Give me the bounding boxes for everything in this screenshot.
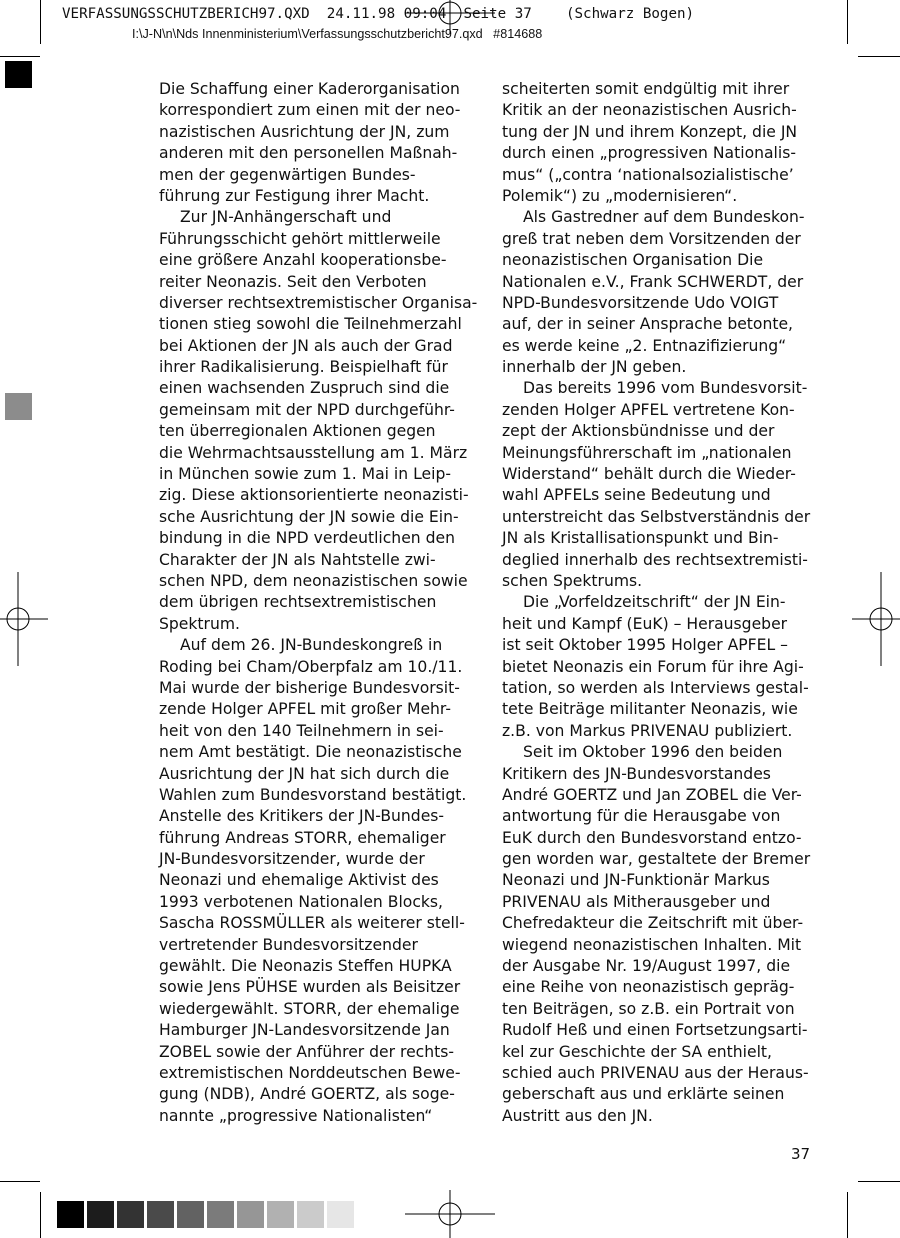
text-line: auf, der in seiner Ansprache betonte,: [502, 315, 794, 334]
gray-swatch: [237, 1201, 264, 1228]
gray-swatch: [147, 1201, 174, 1228]
text-line: eine größere Anzahl kooperationsbe-: [159, 251, 447, 270]
text-line: zig. Diese aktionsorientierte neonazisti-: [159, 486, 469, 505]
text-line: schen NPD, dem neonazistischen sowie: [159, 571, 468, 590]
text-line: nannte „progressive Nationalisten“: [159, 1106, 433, 1125]
text-line: diverser rechtsextremistischer Organisa-: [159, 293, 478, 312]
page-number: 37: [791, 1145, 811, 1163]
text-line: nem Amt bestätigt. Die neonazistische: [159, 743, 462, 762]
text-line: nazistischen Ausrichtung der JN, zum: [159, 122, 450, 141]
text-line: wahl APFELs seine Bedeutung und: [502, 486, 771, 505]
text-line: Neonazi und JN-Funktionär Markus: [502, 871, 770, 890]
text-line: gemeinsam mit der NPD durchgeführ-: [159, 400, 455, 419]
text-line: Spektrum.: [159, 614, 240, 633]
text-line: zenden Holger APFEL vertretene Kon-: [502, 400, 795, 419]
black-marker-square: [5, 61, 32, 88]
text-line: tation, so werden als Interviews gestal-: [502, 678, 809, 697]
text-line: extremistischen Norddeutschen Bewe-: [159, 1063, 461, 1082]
text-line: Hamburger JN-Landesvorsitzende Jan: [159, 1021, 450, 1040]
text-line: Neonazi und ehemalige Aktivist des: [159, 871, 439, 890]
text-line: Ausrichtung der JN hat sich durch die: [159, 764, 450, 783]
gray-swatch: [267, 1201, 294, 1228]
text-line: Kritikern des JN-Bundesvorstandes: [502, 764, 771, 783]
text-line: geberschaft aus und erklärte seinen: [502, 1085, 785, 1104]
text-line: zende Holger APFEL mit großer Mehr-: [159, 700, 451, 719]
text-line: JN als Kristallisationspunkt und Bin-: [502, 529, 779, 548]
text-line: zept der Aktionsbündnisse und der: [502, 422, 775, 441]
text-line: Polemik“) zu „modernisieren“.: [502, 186, 738, 205]
registration-mark-bottom-icon: [405, 1190, 495, 1238]
text-line: eine Reihe von neonazistisch gepräg-: [502, 978, 795, 997]
text-line: greß trat neben dem Vorsitzenden der: [502, 229, 801, 248]
text-line: Seit im Oktober 1996 den beiden: [523, 743, 783, 762]
text-line: unterstreicht das Selbstverständnis der: [502, 507, 811, 526]
text-line: tionen stieg sowohl die Teilnehmerzahl: [159, 315, 462, 334]
file-path-line: I:\J-N\n\Nds Innenministerium\Verfassungsschutzbericht97.qxd #814688: [132, 27, 543, 41]
text-line: JN-Bundesvorsitzender, wurde der: [159, 850, 425, 869]
text-line: führung Andreas STORR, ehemaliger: [159, 828, 446, 847]
text-line: neonazistischen Organisation Die: [502, 251, 764, 270]
text-line: tung der JN und ihrem Konzept, die JN: [502, 122, 798, 141]
text-line: Das bereits 1996 vom Bundesvorsit-: [523, 379, 808, 398]
text-line: gen worden war, gestaltete der Bremer: [502, 850, 811, 869]
gray-marker-square: [5, 393, 32, 420]
text-line: ten überregionalen Aktionen gegen: [159, 422, 436, 441]
text-line: schen Spektrums.: [502, 571, 643, 590]
text-line: André GOERTZ und Jan ZOBEL die Ver-: [502, 785, 802, 804]
text-line: Roding bei Cham/Oberpfalz am 10./11.: [159, 657, 463, 676]
text-line: gewählt. Die Neonazis Steffen HUPKA: [159, 957, 452, 976]
registration-mark-top-icon: [405, 0, 495, 34]
text-line: tete Beiträge militanter Neonazis, wie: [502, 700, 798, 719]
text-line: bei Aktionen der JN als auch der Grad: [159, 336, 453, 355]
text-line: Kritik an der neonazistischen Ausrich-: [502, 101, 797, 120]
text-line: Die „Vorfeldzeitschrift“ der JN Ein-: [523, 593, 786, 612]
text-line: korrespondiert zum einen mit der neo-: [159, 101, 461, 120]
gray-swatch: [297, 1201, 324, 1228]
text-line: antwortung für die Herausgabe von: [502, 807, 781, 826]
text-line: Meinungsführerschaft im „nationalen: [502, 443, 792, 462]
gray-swatch: [117, 1201, 144, 1228]
text-line: gung (NDB), André GOERTZ, als soge-: [159, 1085, 455, 1104]
text-line: ihrer Radikalisierung. Beispielhaft für: [159, 358, 448, 377]
text-line: bietet Neonazis ein Forum für ihre Agi-: [502, 657, 804, 676]
text-line: ist seit Oktober 1995 Holger APFEL –: [502, 636, 788, 655]
gray-swatch: [327, 1201, 354, 1228]
text-line: Anstelle des Kritikers der JN-Bundes-: [159, 807, 445, 826]
text-line: dem übrigen rechtsextremistischen: [159, 593, 437, 612]
gray-swatch: [57, 1201, 84, 1228]
text-line: ZOBEL sowie der Anführer der rechts-: [159, 1042, 454, 1061]
text-line: kel zur Geschichte der SA enthielt,: [502, 1042, 772, 1061]
text-line: Als Gastredner auf dem Bundeskon-: [523, 208, 805, 227]
text-line: men der gegenwärtigen Bundes-: [159, 165, 416, 184]
text-line: innerhalb der JN geben.: [502, 358, 687, 377]
text-line: der Ausgabe Nr. 19/August 1997, die: [502, 957, 791, 976]
text-line: Rudolf Heß und einen Fortsetzungsarti-: [502, 1021, 808, 1040]
text-line: z.B. von Markus PRIVENAU publiziert.: [502, 721, 793, 740]
print-slug-line: VERFASSUNGSSCHUTZBERICH97.QXD 24.11.98 09:04 Seite 37 (Schwarz Bogen): [62, 6, 695, 22]
text-line: ten Beiträgen, so z.B. ein Portrait von: [502, 999, 795, 1018]
text-line: in München sowie zum 1. Mai in Leip-: [159, 465, 451, 484]
text-line: mus“ („contra ‘nationalsozialistische’: [502, 165, 794, 184]
text-line: heit von den 140 Teilnehmern in sei-: [159, 721, 444, 740]
text-line: NPD-Bundesvorsitzende Udo VOIGT: [502, 293, 779, 312]
text-line: anderen mit den personellen Maßnah-: [159, 144, 458, 163]
text-line: wiedergewählt. STORR, der ehemalige: [159, 999, 460, 1018]
gray-swatch: [87, 1201, 114, 1228]
text-line: Wahlen zum Bundesvorstand bestätigt.: [159, 785, 467, 804]
text-line: Charakter der JN als Nahtstelle zwi-: [159, 550, 436, 569]
text-line: Die Schaffung einer Kaderorganisation: [159, 80, 460, 98]
text-line: sowie Jens PÜHSE wurden als Beisitzer: [159, 978, 461, 997]
right-text-column: [502, 79, 814, 1127]
text-line: PRIVENAU als Mitherausgeber und: [502, 892, 771, 911]
text-line: Nationalen e.V., Frank SCHWERDT, der: [502, 272, 804, 291]
text-line: einen wachsenden Zuspruch sind die: [159, 379, 450, 398]
text-line: vertretender Bundesvorsitzender: [159, 935, 418, 954]
left-text-column: [159, 79, 478, 1127]
text-line: durch einen „progressiven Nationalis-: [502, 144, 796, 163]
text-line: schied auch PRIVENAU aus der Heraus-: [502, 1063, 809, 1082]
text-line: führung zur Festigung ihrer Macht.: [159, 186, 430, 205]
gray-swatch: [177, 1201, 204, 1228]
text-line: deglied innerhalb des rechtsextremisti-: [502, 550, 808, 569]
text-line: Chefredakteur die Zeitschrift mit über-: [502, 914, 804, 933]
text-line: Widerstand“ behält durch die Wieder-: [502, 465, 796, 484]
gray-swatch: [207, 1201, 234, 1228]
text-line: die Wehrmachtsausstellung am 1. März: [159, 443, 468, 462]
text-line: sche Ausrichtung der JN sowie die Ein-: [159, 507, 459, 526]
text-line: scheiterten somit endgültig mit ihrer: [502, 80, 790, 98]
text-line: bindung in die NPD verdeutlichen den: [159, 529, 455, 548]
text-line: wiegend neonazistischen Inhalten. Mit: [502, 935, 802, 954]
text-line: es werde keine „2. Entnazifizierung“: [502, 336, 787, 355]
text-line: Auf dem 26. JN-Bundeskongreß in: [180, 636, 443, 655]
registration-mark-left-icon: [0, 572, 48, 666]
text-line: Sascha ROSSMÜLLER als weiterer stell-: [159, 914, 465, 933]
text-line: Mai wurde der bisherige Bundesvorsit-: [159, 678, 460, 697]
registration-mark-right-icon: [852, 572, 900, 666]
text-line: EuK durch den Bundesvorstand entzo-: [502, 828, 802, 847]
text-line: 1993 verbotenen Nationalen Blocks,: [159, 892, 444, 911]
text-line: heit und Kampf (EuK) – Herausgeber: [502, 614, 788, 633]
text-line: reiter Neonazis. Seit den Verboten: [159, 272, 427, 291]
text-line: Führungsschicht gehört mittlerweile: [159, 229, 441, 248]
text-line: Austritt aus den JN.: [502, 1106, 653, 1125]
text-line: Zur JN-Anhängerschaft und: [180, 208, 392, 227]
